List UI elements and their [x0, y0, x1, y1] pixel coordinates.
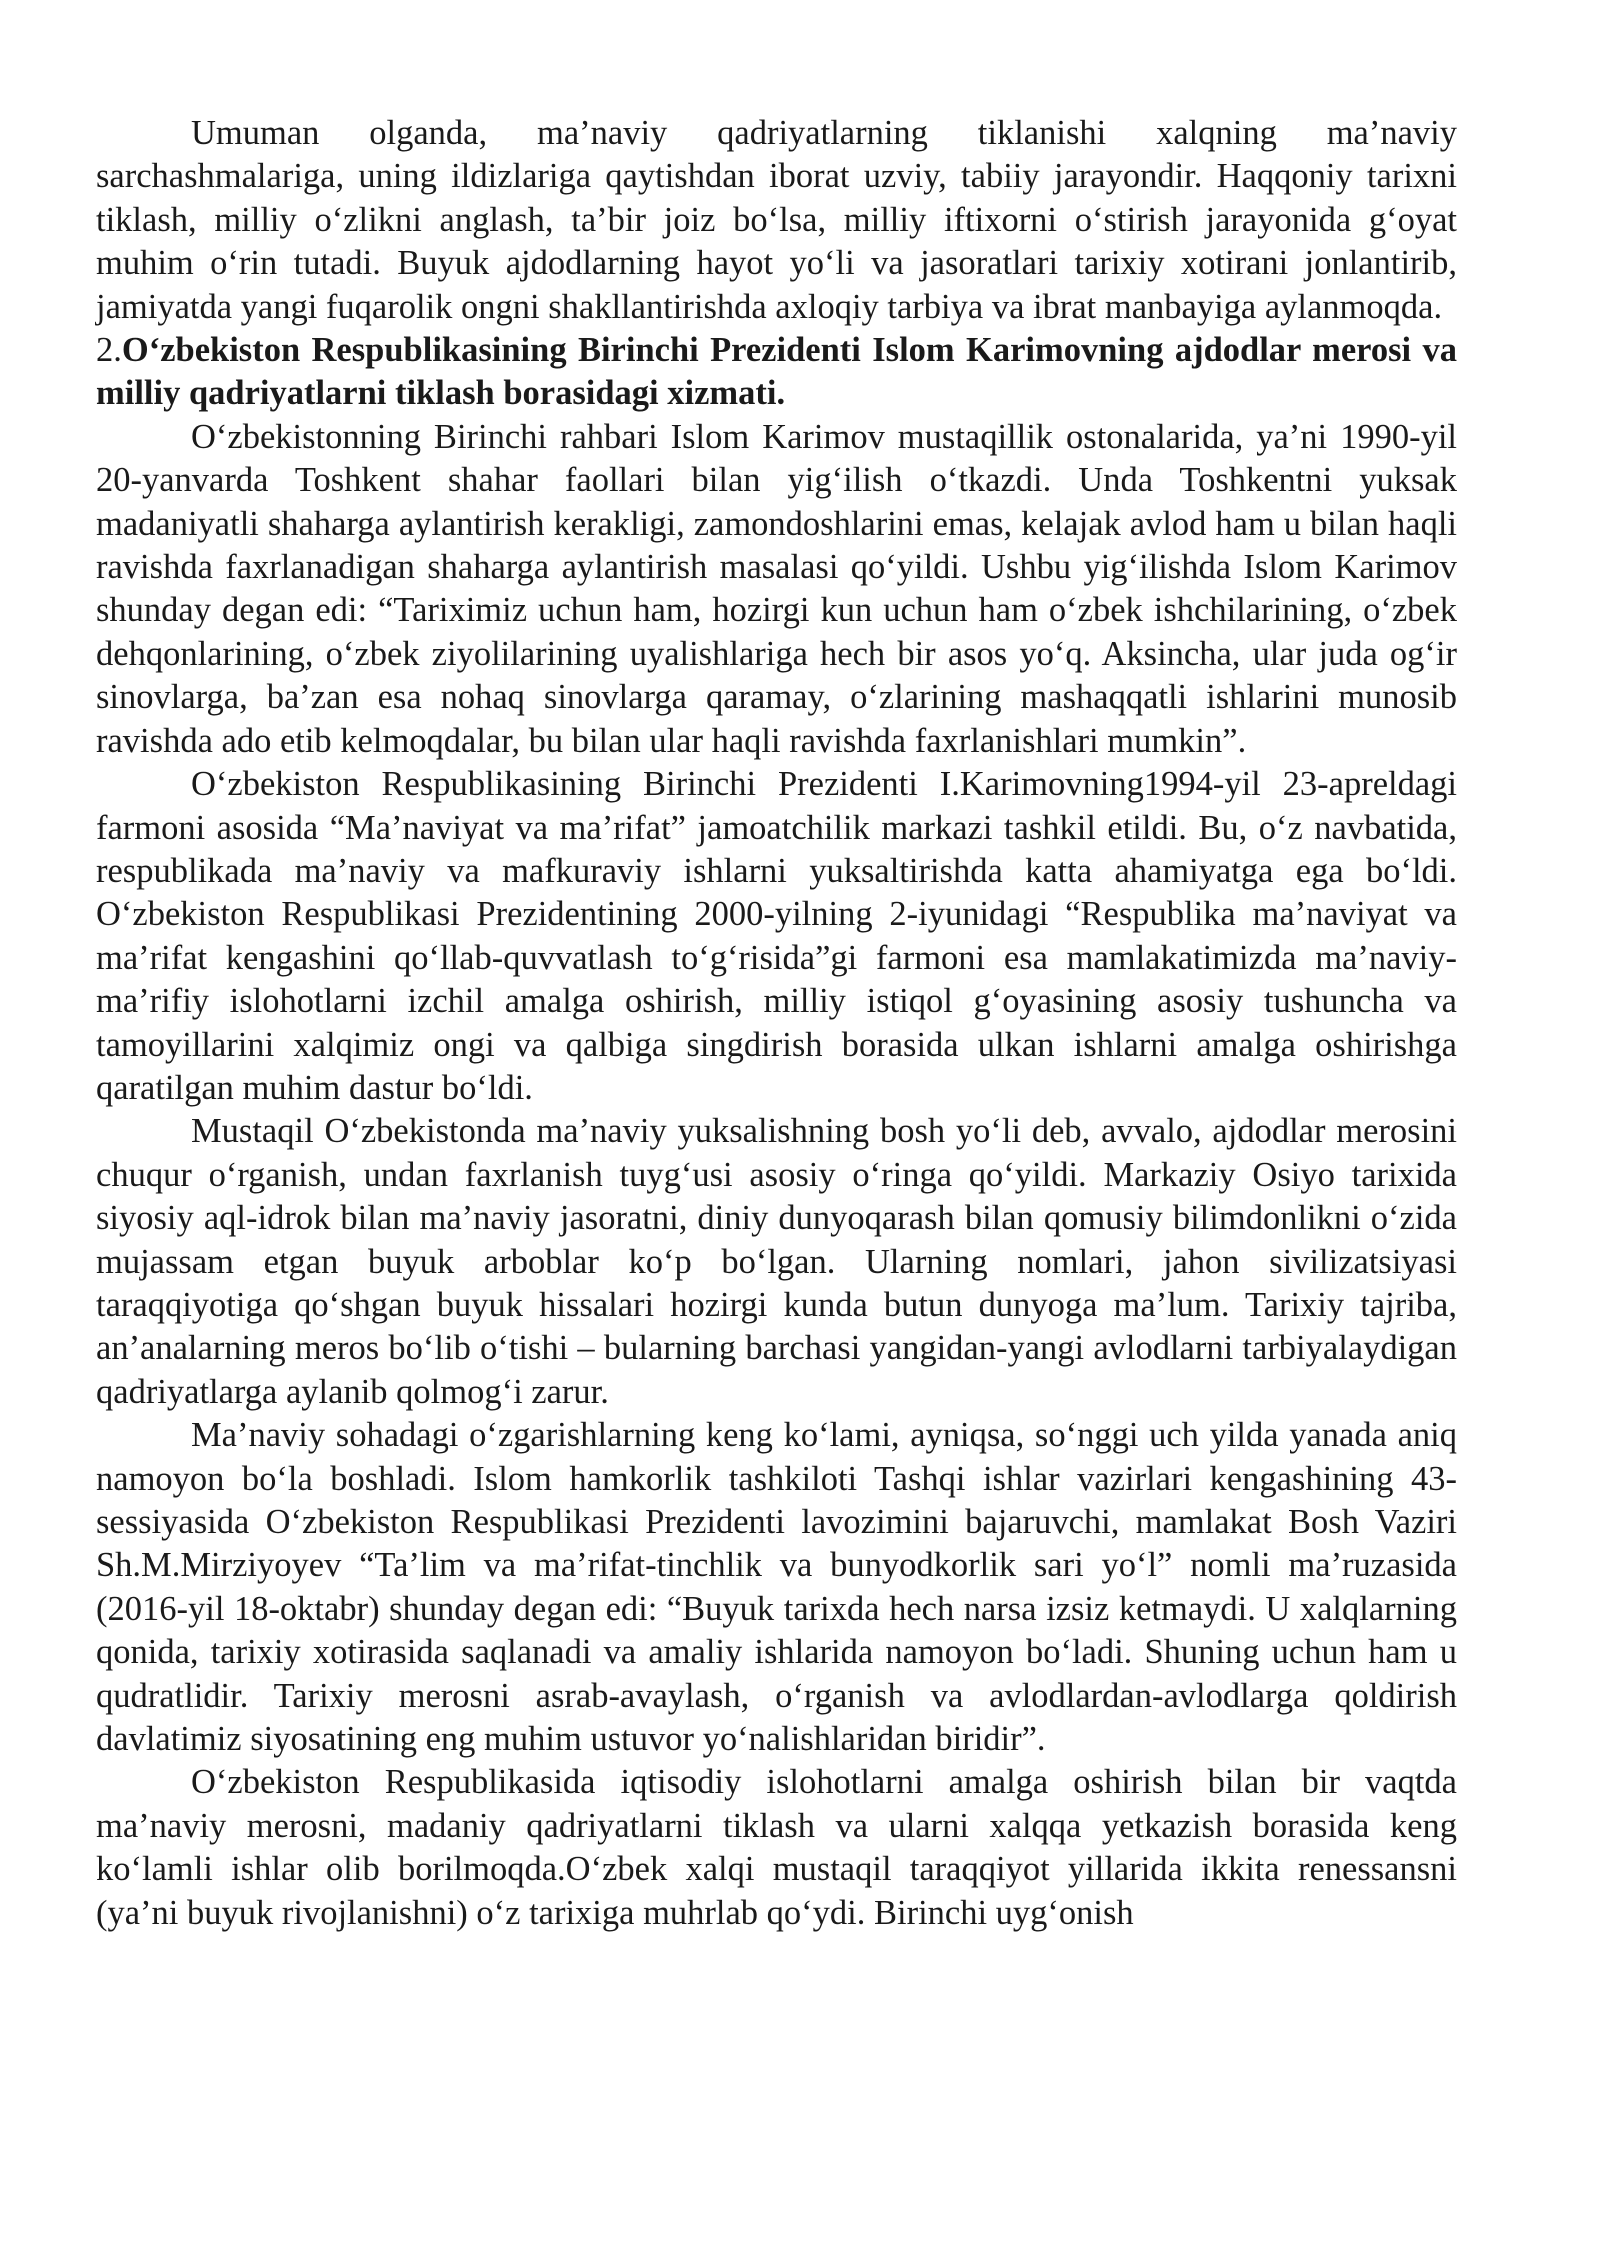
paragraph-recent-changes: Ma’naviy sohadagi o‘zgarishlarning keng ko‘lami, ayniqsa, so‘nggi uch yilda yanada aniq namoyon bo‘la boshladi. Islom hamkorlik tashkiloti Tashqi ishlar vazirlari kengashining 43-sessiyasida O‘zbekiston Respublikasi Prezidenti lavozimini bajaruvchi, mamlakat Bosh Vaziri Sh.M.Mirziyoyev “Ta’lim va ma’rifat-tinchlik va bunyodkorlik sari yo‘l” nomli ma’ruzasida (2016-yil 18-oktabr) shunday degan edi: “Buyuk tarixda hech narsa izsiz ketmaydi. U xalqlarning qonida, tarixiy xotirasida saqlanadi va amaliy ishlarida namoyon bo‘ladi. Shuning uchun ham u qudratlidir. Tarixiy merosni asrab-avaylash, o‘rganish va avlodlardan-avlodlarga qoldirish davlatimiz siyosatining eng muhim ustuvor yo‘nalishlaridan biridir”. [96, 1416, 1457, 1759]
section-title: O‘zbekiston Respublikasining Birinchi Prezidenti Islom Karimovning ajdodlar merosi va milliy qadriyatlarni tiklash borasidagi xizmati. [96, 331, 1457, 413]
document-page [96, 112, 1457, 1935]
paragraph-intro: Umuman olganda, ma’naviy qadriyatlarning tiklanishi xalqning ma’naviy sarchashmalariga, uning ildizlariga qaytishdan iborat uzviy, tabiiy jarayondir. Haqqoniy tarixni tiklash, milliy o‘zlikni anglash, ta’bir joiz bo‘lsa, milliy iftixorni o‘stirish jarayonida g‘oyat muhim o‘rin tutadi. Buyuk ajdodlarning hayot yo‘li va jasoratlari tarixiy xotirani jonlantirib, jamiyatda yangi fuqarolik ongni shakllantirishda axloqiy tarbiya va ibrat manbayiga aylanmoqda. [96, 114, 1457, 326]
paragraph-spiritual-growth: Mustaqil O‘zbekistonda ma’naviy yuksalishning bosh yo‘li deb, avvalo, ajdodlar merosini chuqur o‘rganish, undan faxrlanish tuyg‘usi asosiy o‘ringa qo‘yildi. Markaziy Osiyo tarixida siyosiy aql-idrok bilan ma’naviy jasoratni, diniy dunyoqarash bilan qomusiy bilimdonlikni o‘zida mujassam etgan buyuk arboblar ko‘p bo‘lgan. Ularning nomlari, jahon sivilizatsiyasi taraqqiyotiga qo‘shgan buyuk hissalari hozirgi kunda butun dunyoga ma’lum. Tarixiy tajriba, an’analarning meros bo‘lib o‘tishi – bularning barchasi yangidan-yangi avlodlarni tarbiyalaydigan qadriyatlarga aylanib qolmog‘i zarur. [96, 1112, 1457, 1411]
section-heading [96, 329, 1457, 416]
paragraph-1994-decree: O‘zbekiston Respublikasining Birinchi Prezidenti I.Karimovning1994-yil 23-apreldagi farmoni asosida “Ma’naviyat va ma’rifat” jamoatchilik markazi tashkil etildi. Bu, o‘z navbatida, respublikada ma’naviy va mafkuraviy ishlarni yuksaltirishda katta ahamiyatga ega bo‘ldi. O‘zbekiston Respublikasi Prezidentining 2000-yilning 2-iyunidagi “Respublika ma’naviyat va ma’rifat kengashini qo‘llab-quvvatlash to‘g‘risida”gi farmoni esa mamlakatimizda ma’naviy-ma’rifiy islohotlarni izchil amalga oshirish, milliy istiqol g‘oyasining asosiy tushuncha va tamoyillarini xalqimiz ongi va qalbiga singdirish borasida ulkan ishlarni amalga oshirishga qaratilgan muhim dastur bo‘ldi. [96, 765, 1457, 1107]
section-number: 2. [96, 331, 122, 370]
paragraph-1990-meeting: O‘zbekistonning Birinchi rahbari Islom Karimov mustaqillik ostonalarida, ya’ni 1990-yil 20-yanvarda Toshkent shahar faollari bilan yig‘ilish o‘tkazdi. Unda Toshkentni yuksak madaniyatli shaharga aylantirish kerakligi, zamondoshlarini emas, kelajak avlod ham u bilan haqli ravishda faxrlanadigan shaharga aylantirish masalasi qo‘yildi. Ushbu yig‘ilishda Islom Karimov shunday degan edi: “Tariximiz uchun ham, hozirgi kun uchun ham o‘zbek ishchilarining, o‘zbek dehqonlarining, o‘zbek ziyolilarining uyalishlariga hech bir asos yo‘q. Aksincha, ular juda og‘ir sinovlarga, ba’zan esa nohaq sinovlarga qaramay, o‘zlarining mashaqqatli ishlarini munosib ravishda ado etib kelmoqdalar, bu bilan ular haqli ravishda faxrlanishlari mumkin”. [96, 417, 1457, 760]
paragraph-reforms: O‘zbekiston Respublikasida iqtisodiy islohotlarni amalga oshirish bilan bir vaqtda ma’naviy merosni, madaniy qadriyatlarni tiklash va ularni xalqqa yetkazish borasida keng ko‘lamli ishlar olib borilmoqda.O‘zbek xalqi mustaqil taraqqiyot yillarida ikkita renessansni (ya’ni buyuk rivojlanishni) o‘z tarixiga muhrlab qo‘ydi. Birinchi uyg‘onish [96, 1763, 1457, 1932]
